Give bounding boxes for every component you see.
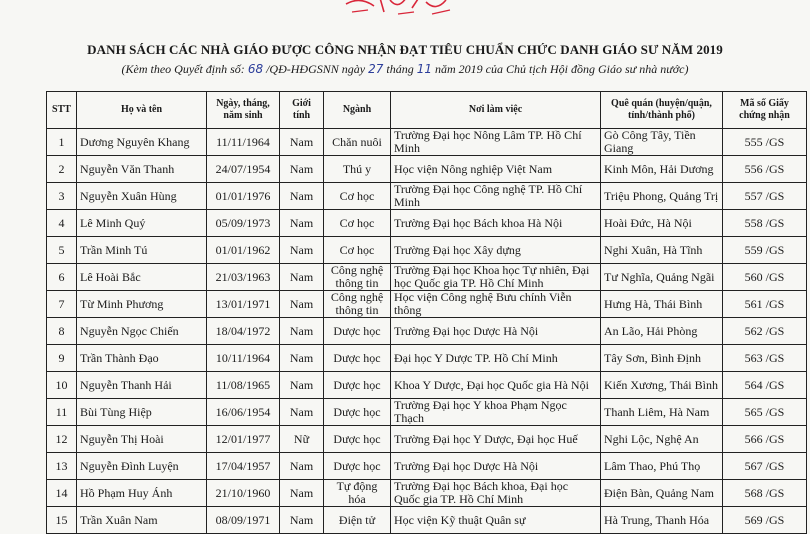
header-hometown: Quê quán (huyện/quận, tỉnh/thành phố) xyxy=(601,92,723,129)
cell-hometown: Lâm Thao, Phú Thọ xyxy=(601,453,723,480)
cell-field: Cơ học xyxy=(324,237,391,264)
cell-gender: Nam xyxy=(280,399,324,426)
table-row xyxy=(47,372,807,399)
cell-name: Nguyễn Thanh Hải xyxy=(77,372,207,399)
cell-name: Bùi Tùng Hiệp xyxy=(77,399,207,426)
subtitle-text-1: (Kèm theo Quyết định số: xyxy=(121,62,245,76)
cell-cert: 561 /GS xyxy=(723,291,807,318)
cell-workplace: Trường Đại học Xây dựng xyxy=(391,237,601,264)
cell-workplace: Trường Đại học Dược Hà Nội xyxy=(391,453,601,480)
cell-dob: 17/04/1957 xyxy=(207,453,280,480)
cell-name: Nguyễn Xuân Hùng xyxy=(77,183,207,210)
header-name: Họ và tên xyxy=(77,92,207,129)
cell-field: Tự động hóa xyxy=(324,480,391,507)
cell-gender: Nam xyxy=(280,210,324,237)
cell-stt: 11 xyxy=(47,399,77,426)
cell-stt: 1 xyxy=(47,129,77,156)
cell-gender: Nam xyxy=(280,129,324,156)
header-field: Ngành xyxy=(324,92,391,129)
document-title: DANH SÁCH CÁC NHÀ GIÁO ĐƯỢC CÔNG NHẬN ĐẠT TIÊU CHUẨN CHỨC DANH GIÁO SƯ NĂM 2019 xyxy=(87,42,723,57)
professors-table xyxy=(46,91,807,534)
table-row xyxy=(47,399,807,426)
cell-field: Dược học xyxy=(324,345,391,372)
cell-gender: Nữ xyxy=(280,426,324,453)
table-row xyxy=(47,507,807,534)
cell-hometown: Kiến Xương, Thái Bình xyxy=(601,372,723,399)
cell-cert: 567 /GS xyxy=(723,453,807,480)
cell-name: Trần Minh Tú xyxy=(77,237,207,264)
handwritten-month: 11 xyxy=(416,62,432,76)
cell-field: Công nghệ thông tin xyxy=(324,264,391,291)
cell-stt: 8 xyxy=(47,318,77,345)
cell-dob: 12/01/1977 xyxy=(207,426,280,453)
cell-stt: 5 xyxy=(47,237,77,264)
cell-field: Điện tử xyxy=(324,507,391,534)
table-header-row xyxy=(47,92,807,129)
cell-hometown: Gò Công Tây, Tiền Giang xyxy=(601,129,723,156)
cell-hometown: Nghi Xuân, Hà Tĩnh xyxy=(601,237,723,264)
cell-hometown: Thanh Liêm, Hà Nam xyxy=(601,399,723,426)
cell-hometown: Tư Nghĩa, Quảng Ngãi xyxy=(601,264,723,291)
cell-dob: 11/08/1965 xyxy=(207,372,280,399)
cell-workplace: Học viện Nông nghiệp Việt Nam xyxy=(391,156,601,183)
table-row xyxy=(47,156,807,183)
cell-name: Nguyễn Ngọc Chiến xyxy=(77,318,207,345)
cell-name: Lê Minh Quý xyxy=(77,210,207,237)
cell-cert: 556 /GS xyxy=(723,156,807,183)
cell-cert: 558 /GS xyxy=(723,210,807,237)
cell-stt: 15 xyxy=(47,507,77,534)
cell-field: Công nghệ thông tin xyxy=(324,291,391,318)
cell-gender: Nam xyxy=(280,264,324,291)
cell-hometown: Nghi Lộc, Nghệ An xyxy=(601,426,723,453)
red-seal-stamp xyxy=(340,0,458,16)
cell-gender: Nam xyxy=(280,291,324,318)
cell-field: Cơ học xyxy=(324,183,391,210)
cell-workplace: Trường Đại học Khoa học Tự nhiên, Đại học Quốc gia TP. Hồ Chí Minh xyxy=(391,264,601,291)
cell-dob: 01/01/1976 xyxy=(207,183,280,210)
header-cert: Mã số Giấy chứng nhận xyxy=(723,92,807,129)
cell-field: Dược học xyxy=(324,399,391,426)
cell-cert: 569 /GS xyxy=(723,507,807,534)
header-dob: Ngày, tháng, năm sinh xyxy=(207,92,280,129)
cell-stt: 13 xyxy=(47,453,77,480)
cell-workplace: Trường Đại học Bách khoa, Đại học Quốc gia TP. Hồ Chí Minh xyxy=(391,480,601,507)
header-stt: STT xyxy=(47,92,77,129)
cell-workplace: Trường Đại học Y khoa Phạm Ngọc Thạch xyxy=(391,399,601,426)
cell-stt: 4 xyxy=(47,210,77,237)
cell-stt: 9 xyxy=(47,345,77,372)
handwritten-day: 27 xyxy=(368,62,384,76)
cell-gender: Nam xyxy=(280,318,324,345)
handwritten-decision-number: 68 xyxy=(247,62,264,76)
cell-hometown: Hà Trung, Thanh Hóa xyxy=(601,507,723,534)
cell-field: Dược học xyxy=(324,453,391,480)
cell-gender: Nam xyxy=(280,480,324,507)
cell-cert: 559 /GS xyxy=(723,237,807,264)
cell-hometown: Hoài Đức, Hà Nội xyxy=(601,210,723,237)
cell-name: Trần Thành Đạo xyxy=(77,345,207,372)
cell-name: Nguyễn Thị Hoài xyxy=(77,426,207,453)
document-subtitle xyxy=(0,62,810,77)
cell-workplace: Học viện Công nghệ Bưu chính Viễn thông xyxy=(391,291,601,318)
cell-field: Dược học xyxy=(324,318,391,345)
table-row xyxy=(47,264,807,291)
cell-stt: 10 xyxy=(47,372,77,399)
cell-dob: 21/10/1960 xyxy=(207,480,280,507)
cell-name: Trần Xuân Nam xyxy=(77,507,207,534)
cell-field: Dược học xyxy=(324,372,391,399)
cell-stt: 2 xyxy=(47,156,77,183)
cell-gender: Nam xyxy=(280,156,324,183)
cell-dob: 16/06/1954 xyxy=(207,399,280,426)
table-row xyxy=(47,291,807,318)
cell-hometown: Tây Sơn, Bình Định xyxy=(601,345,723,372)
cell-field: Thú y xyxy=(324,156,391,183)
cell-dob: 05/09/1973 xyxy=(207,210,280,237)
cell-gender: Nam xyxy=(280,507,324,534)
cell-name: Dương Nguyên Khang xyxy=(77,129,207,156)
cell-name: Nguyễn Đình Luyện xyxy=(77,453,207,480)
cell-workplace: Học viện Kỹ thuật Quân sự xyxy=(391,507,601,534)
cell-stt: 6 xyxy=(47,264,77,291)
cell-field: Dược học xyxy=(324,426,391,453)
cell-dob: 24/07/1954 xyxy=(207,156,280,183)
header-workplace: Nơi làm việc xyxy=(391,92,601,129)
table-row xyxy=(47,426,807,453)
table-row xyxy=(47,453,807,480)
table-row xyxy=(47,210,807,237)
cell-dob: 11/11/1964 xyxy=(207,129,280,156)
cell-workplace: Trường Đại học Dược Hà Nội xyxy=(391,318,601,345)
cell-hometown: Hưng Hà, Thái Bình xyxy=(601,291,723,318)
cell-workplace: Trường Đại học Nông Lâm TP. Hồ Chí Minh xyxy=(391,129,601,156)
cell-cert: 564 /GS xyxy=(723,372,807,399)
cell-cert: 557 /GS xyxy=(723,183,807,210)
subtitle-text-3: tháng xyxy=(386,62,414,76)
cell-workplace: Trường Đại học Y Dược, Đại học Huế xyxy=(391,426,601,453)
table-row xyxy=(47,237,807,264)
table-row xyxy=(47,480,807,507)
cell-dob: 01/01/1962 xyxy=(207,237,280,264)
cell-stt: 7 xyxy=(47,291,77,318)
cell-cert: 565 /GS xyxy=(723,399,807,426)
cell-field: Cơ học xyxy=(324,210,391,237)
cell-dob: 13/01/1971 xyxy=(207,291,280,318)
cell-gender: Nam xyxy=(280,183,324,210)
cell-name: Lê Hoài Bắc xyxy=(77,264,207,291)
cell-gender: Nam xyxy=(280,453,324,480)
cell-cert: 560 /GS xyxy=(723,264,807,291)
cell-cert: 563 /GS xyxy=(723,345,807,372)
cell-cert: 555 /GS xyxy=(723,129,807,156)
cell-gender: Nam xyxy=(280,237,324,264)
cell-workplace: Khoa Y Dược, Đại học Quốc gia Hà Nội xyxy=(391,372,601,399)
cell-name: Nguyễn Văn Thanh xyxy=(77,156,207,183)
subtitle-text-4: năm 2019 của Chủ tịch Hội đồng Giáo sư nhà nước) xyxy=(435,62,689,76)
cell-field: Chăn nuôi xyxy=(324,129,391,156)
cell-dob: 18/04/1972 xyxy=(207,318,280,345)
cell-hometown: Điện Bàn, Quảng Nam xyxy=(601,480,723,507)
cell-stt: 3 xyxy=(47,183,77,210)
cell-gender: Nam xyxy=(280,345,324,372)
cell-workplace: Trường Đại học Bách khoa Hà Nội xyxy=(391,210,601,237)
cell-cert: 566 /GS xyxy=(723,426,807,453)
table-row xyxy=(47,345,807,372)
subtitle-text-2: /QĐ-HĐGSNN ngày xyxy=(266,62,366,76)
cell-dob: 08/09/1971 xyxy=(207,507,280,534)
table-row xyxy=(47,318,807,345)
cell-stt: 12 xyxy=(47,426,77,453)
cell-hometown: Kinh Môn, Hải Dương xyxy=(601,156,723,183)
cell-name: Từ Minh Phương xyxy=(77,291,207,318)
cell-stt: 14 xyxy=(47,480,77,507)
cell-workplace: Trường Đại học Công nghệ TP. Hồ Chí Minh xyxy=(391,183,601,210)
cell-gender: Nam xyxy=(280,372,324,399)
table-row xyxy=(47,183,807,210)
cell-dob: 10/11/1964 xyxy=(207,345,280,372)
cell-dob: 21/03/1963 xyxy=(207,264,280,291)
cell-workplace: Đại học Y Dược TP. Hồ Chí Minh xyxy=(391,345,601,372)
cell-cert: 562 /GS xyxy=(723,318,807,345)
cell-cert: 568 /GS xyxy=(723,480,807,507)
header-gender: Giới tính xyxy=(280,92,324,129)
cell-name: Hồ Phạm Huy Ánh xyxy=(77,480,207,507)
cell-hometown: Triệu Phong, Quảng Trị xyxy=(601,183,723,210)
cell-hometown: An Lão, Hải Phòng xyxy=(601,318,723,345)
table-row xyxy=(47,129,807,156)
